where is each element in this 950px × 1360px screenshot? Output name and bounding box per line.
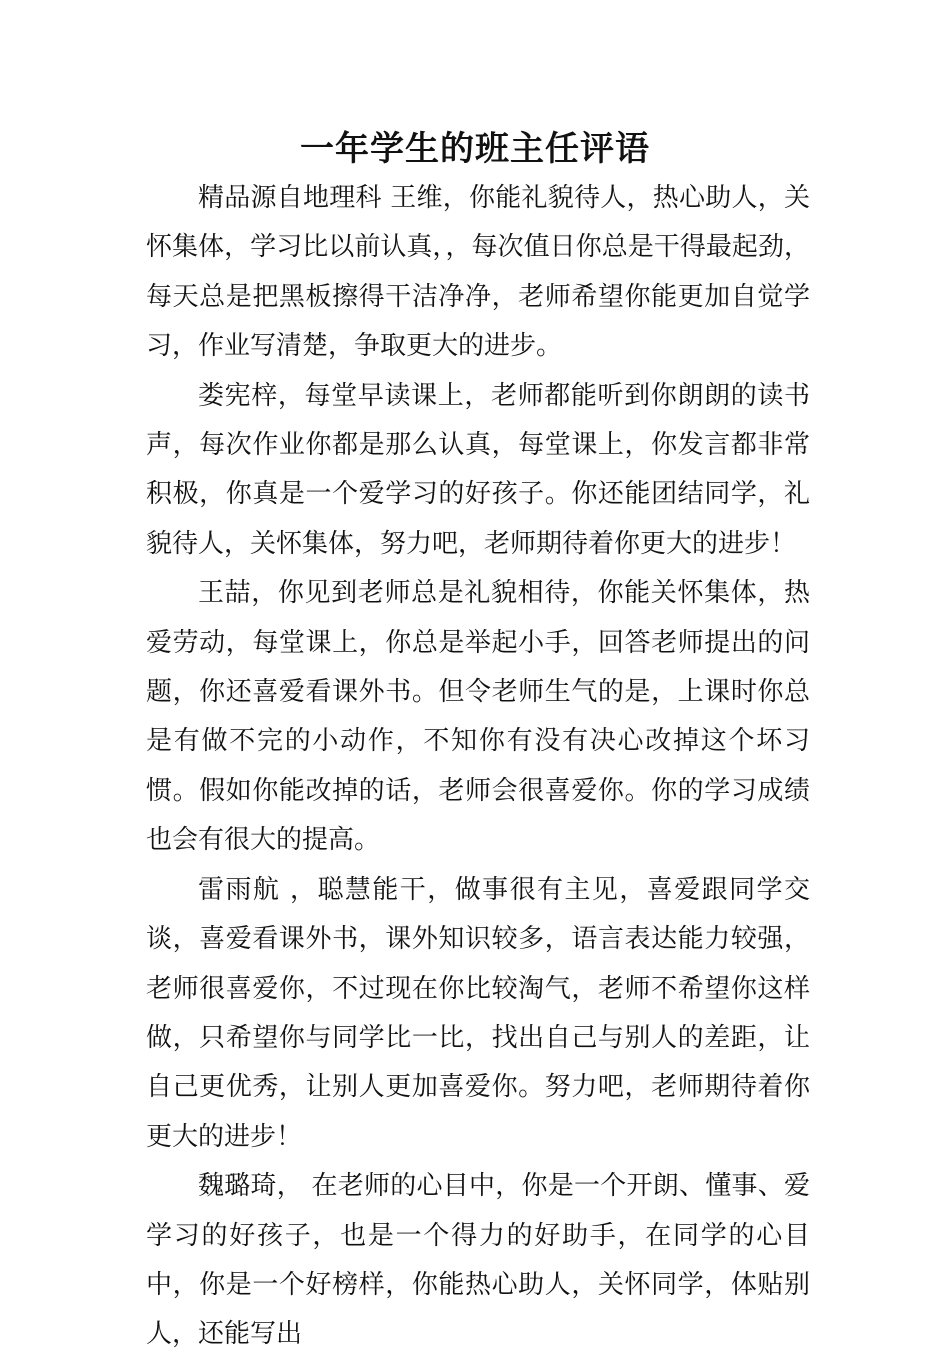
paragraph-lei-yuhang: 雷雨航 ，聪慧能干，做事很有主见，喜爱跟同学交谈，喜爱看课外书，课外知识较多，语言表达能力较强，老师很喜爱你，不过现在你比较淘气，老师不希望你这样做，只希望你与同学比一比，找出自己与别人的差距，让自己更优秀，让别人更加喜爱你。努力吧，老师期待着你更大的进步！: [146, 874, 810, 1152]
paragraph-wang-zhe: 王喆，你见到老师总是礼貌相待，你能关怀集体，热爱劳动，每堂课上，你总是举起小手，回答老师提出的问题，你还喜爱看课外书。但令老师生气的是，上课时你总是有做不完的小动作，不知你有没有决心改掉这个坏习惯。假如你能改掉的话，老师会很喜爱你。你的学习成绩也会有很大的提高。: [146, 578, 810, 856]
document-title: 一年学生的班主任评语: [300, 129, 650, 169]
paragraph-wang-wei: 精品源自地理科 王维，你能礼貌待人，热心助人，关怀集体，学习比以前认真，，每次值日你总是干得最起劲，每天总是把黑板擦得干洁净净，老师希望你能更加自觉学习，作业写清楚，争取更大的进步。: [146, 183, 810, 362]
paragraph-wei-luqi: 魏璐琦， 在老师的心目中，你是一个开朗、懂事、爱学习的好孩子，也是一个得力的好助手，在同学的心目中，你是一个好榜样，你能热心助人，关怀同学，体贴别人，还能写出: [146, 1171, 810, 1350]
paragraph-lou-xianzi: 娄宪梓，每堂早读课上，老师都能听到你朗朗的读书声，每次作业你都是那么认真，每堂课上，你发言都非常积极，你真是一个爱学习的好孩子。你还能团结同学，礼貌待人，关怀集体，努力吧，老师期待着你更大的进步！: [146, 380, 810, 559]
document-body: [146, 174, 810, 1360]
